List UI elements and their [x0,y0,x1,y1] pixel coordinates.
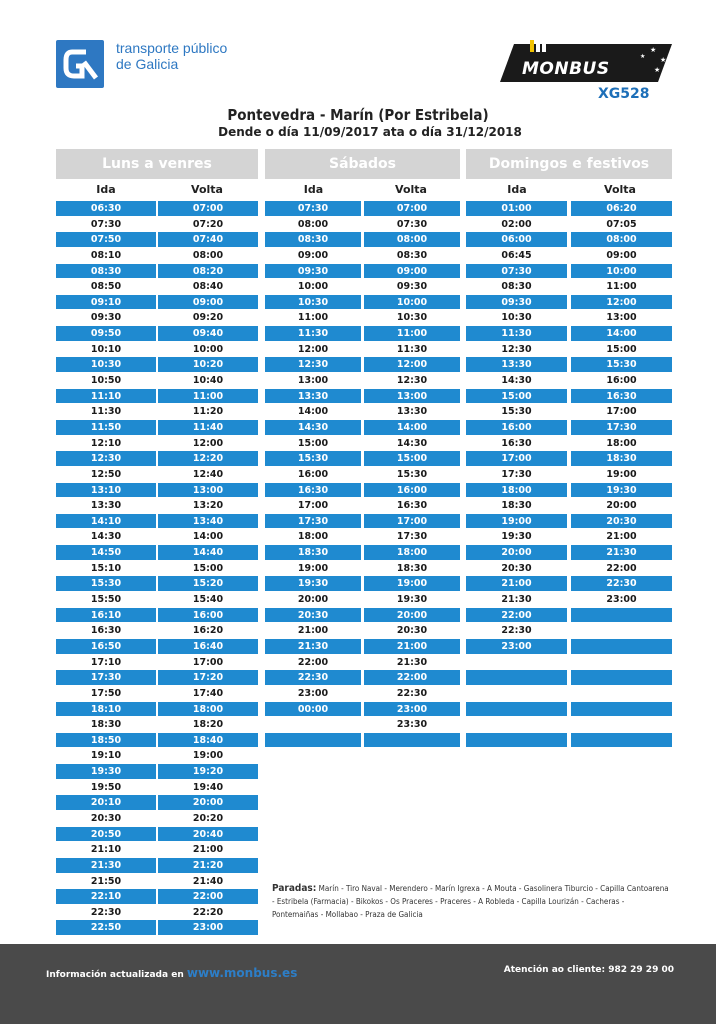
time-cell: 07:40 [158,232,258,248]
time-cell: 08:20 [158,264,258,280]
time-cell: 20:00 [364,608,460,624]
time-cell: 10:10 [56,342,156,358]
time-cell: 20:30 [466,561,567,577]
time-cell [466,670,567,686]
time-cell: 15:30 [364,467,460,483]
time-cell: 12:00 [158,436,258,452]
time-cell: 16:50 [56,639,156,655]
time-cell: 22:00 [158,889,258,905]
time-cell: 12:30 [265,357,361,373]
time-cell: 15:00 [158,561,258,577]
time-cell: 17:30 [364,529,460,545]
time-cell: 18:40 [158,733,258,749]
time-cell: 17:00 [571,404,672,420]
time-cell: 21:00 [158,842,258,858]
time-cell: 07:00 [158,201,258,217]
xunta-transport-logo [56,40,276,90]
time-cell: 15:50 [56,592,156,608]
time-cell: 01:00 [466,201,567,217]
time-cell: 10:30 [265,295,361,311]
time-cell [466,702,567,718]
time-cell: 07:50 [56,232,156,248]
time-cell [571,655,672,671]
time-cell: 19:20 [158,764,258,780]
time-cell: 09:00 [265,248,361,264]
info-label: Información actualizada en [46,970,184,980]
ida-header: Ida [96,183,116,196]
validity-period: Dende o día 11/09/2017 ata o día 31/12/2018 [218,125,522,139]
time-cell: 07:30 [364,217,460,233]
time-cell [466,655,567,671]
time-cell: 06:45 [466,248,567,264]
time-cell: 12:30 [364,373,460,389]
time-cell: 17:00 [158,655,258,671]
time-cell: 21:10 [56,842,156,858]
time-cell: 19:40 [158,780,258,796]
time-cell: 12:00 [571,295,672,311]
time-cell: 07:20 [158,217,258,233]
time-cell: 20:00 [265,592,361,608]
time-cell: 23:30 [364,717,460,733]
time-cell: 12:30 [466,342,567,358]
svg-text:★: ★ [650,46,657,54]
time-cell: 22:30 [364,686,460,702]
time-cell: 09:30 [56,310,156,326]
time-cell: 16:30 [571,389,672,405]
time-cell [571,670,672,686]
time-cell: 12:00 [265,342,361,358]
time-cell: 18:10 [56,702,156,718]
time-cell: 19:10 [56,748,156,764]
time-cell: 22:10 [56,889,156,905]
time-cell: 23:00 [158,920,258,936]
time-cell: 19:30 [265,576,361,592]
time-cell: 23:00 [571,592,672,608]
time-cell: 18:00 [571,436,672,452]
time-cell: 18:30 [466,498,567,514]
time-cell: 15:30 [265,451,361,467]
volta-column [571,201,672,748]
time-cell: 08:30 [364,248,460,264]
time-cell: 09:00 [364,264,460,280]
time-cell: 10:00 [571,264,672,280]
time-cell: 07:00 [364,201,460,217]
time-cell: 14:50 [56,545,156,561]
time-cell: 22:30 [265,670,361,686]
time-cell: 21:30 [56,858,156,874]
schedule-header: Luns a venres [56,149,258,179]
time-cell: 09:50 [56,326,156,342]
time-cell: 10:50 [56,373,156,389]
time-cell: 06:30 [56,201,156,217]
time-cell: 14:30 [466,373,567,389]
time-cell: 02:00 [466,217,567,233]
time-cell: 16:00 [265,467,361,483]
time-cell: 17:30 [56,670,156,686]
time-cell: 16:30 [466,436,567,452]
time-cell: 18:30 [56,717,156,733]
time-cell: 19:00 [466,514,567,530]
time-cell: 11:30 [56,404,156,420]
time-cell: 21:20 [158,858,258,874]
time-cell: 14:00 [158,529,258,545]
time-cell: 10:00 [158,342,258,358]
stops-text: Marín - Tiro Naval - Merendero - Marín Igrexa - A Mouta - Gasolinera Tiburcio - Capilla Cantoarena - Estribela (Farmacia) - Bikokos - Os Praceres - Praceres - A Robleda - Capilla Lourizán - Cacheras - Pontemaiñas - Mollabao - Praza de Galicia [272,884,669,919]
time-cell: 22:30 [466,623,567,639]
time-cell: 21:00 [265,623,361,639]
time-cell: 11:30 [364,342,460,358]
time-cell: 21:00 [571,529,672,545]
time-cell: 11:10 [56,389,156,405]
time-cell: 11:00 [571,279,672,295]
time-cell: 16:30 [265,483,361,499]
time-cell: 15:30 [571,357,672,373]
stops-list [272,882,672,921]
time-cell: 15:10 [56,561,156,577]
time-cell: 09:30 [466,295,567,311]
schedule-sundays-holidays [466,149,672,748]
time-cell: 17:20 [158,670,258,686]
time-cell [466,733,567,749]
time-cell [571,733,672,749]
time-cell: 22:30 [56,905,156,921]
time-cell: 08:00 [265,217,361,233]
time-cell: 12:10 [56,436,156,452]
time-cell: 19:50 [56,780,156,796]
time-cell: 20:20 [158,811,258,827]
time-cell: 13:20 [158,498,258,514]
customer-service: Atención ao cliente: 982 29 29 00 [503,965,674,975]
time-cell: 23:00 [265,686,361,702]
website-link[interactable]: www.monbus.es [186,966,298,980]
time-cell: 23:00 [364,702,460,718]
time-cell: 07:30 [56,217,156,233]
time-cell: 08:00 [571,232,672,248]
time-cell: 13:30 [364,404,460,420]
time-cell: 17:10 [56,655,156,671]
time-cell: 06:20 [571,201,672,217]
monbus-logo-text: MONBUS [522,59,610,79]
time-cell: 17:50 [56,686,156,702]
time-cell [571,686,672,702]
schedule-header: Domingos e festivos [466,149,672,179]
time-cell: 19:00 [364,576,460,592]
time-cell: 22:00 [571,561,672,577]
time-cell: 18:30 [571,451,672,467]
time-cell: 13:00 [158,483,258,499]
time-cell: 09:00 [158,295,258,311]
time-cell: 23:00 [466,639,567,655]
schedule-header: Sábados [265,149,460,179]
time-cell: 15:30 [56,576,156,592]
time-cell: 06:00 [466,232,567,248]
time-cell [571,623,672,639]
page-title: Pontevedra - Marín (Por Estribela) [227,106,489,124]
svg-text:★: ★ [654,66,661,74]
time-cell: 08:30 [466,279,567,295]
time-cell: 19:30 [364,592,460,608]
time-cell: 22:50 [56,920,156,936]
time-cell: 22:00 [265,655,361,671]
time-cell: 21:50 [56,874,156,890]
time-cell: 21:30 [571,545,672,561]
time-cell: 12:20 [158,451,258,467]
time-cell: 20:30 [571,514,672,530]
time-cell: 17:30 [265,514,361,530]
time-cell: 11:00 [265,310,361,326]
time-cell: 20:30 [364,623,460,639]
time-cell: 08:50 [56,279,156,295]
time-cell: 21:00 [364,639,460,655]
time-cell: 13:00 [265,373,361,389]
time-cell [265,733,361,749]
time-cell: 13:30 [56,498,156,514]
footer [0,944,716,1024]
time-cell: 21:00 [466,576,567,592]
time-cell: 21:30 [364,655,460,671]
time-cell [265,717,361,733]
time-cell: 11:40 [158,420,258,436]
time-cell: 14:00 [571,326,672,342]
time-cell: 17:40 [158,686,258,702]
volta-header: Volta [191,183,223,196]
stops-label: Paradas: [272,883,317,894]
time-cell: 20:30 [56,811,156,827]
time-cell: 16:30 [364,498,460,514]
ida-header: Ida [507,183,527,196]
time-cell: 14:00 [265,404,361,420]
time-cell: 14:10 [56,514,156,530]
time-cell: 12:50 [56,467,156,483]
time-cell: 15:20 [158,576,258,592]
time-cell: 11:20 [158,404,258,420]
time-cell: 11:00 [364,326,460,342]
time-cell: 15:00 [364,451,460,467]
time-cell: 18:30 [364,561,460,577]
time-cell: 09:30 [265,264,361,280]
time-cell: 18:00 [364,545,460,561]
time-cell: 20:10 [56,795,156,811]
volta-column [158,201,258,936]
time-cell: 08:40 [158,279,258,295]
time-cell: 19:30 [466,529,567,545]
time-cell: 18:00 [466,483,567,499]
time-cell: 18:20 [158,717,258,733]
time-cell: 20:50 [56,827,156,843]
time-cell: 13:00 [364,389,460,405]
time-cell: 14:30 [56,529,156,545]
time-cell: 20:40 [158,827,258,843]
time-cell: 14:30 [364,436,460,452]
time-cell: 11:30 [265,326,361,342]
time-cell: 16:20 [158,623,258,639]
time-cell: 07:05 [571,217,672,233]
time-cell: 18:30 [265,545,361,561]
time-cell: 07:30 [466,264,567,280]
time-cell: 16:40 [158,639,258,655]
time-cell: 20:00 [571,498,672,514]
time-cell: 09:10 [56,295,156,311]
time-cell: 10:30 [466,310,567,326]
time-cell: 15:00 [265,436,361,452]
time-cell: 16:00 [364,483,460,499]
time-cell: 12:30 [56,451,156,467]
footer-info [46,966,297,980]
time-cell: 12:40 [158,467,258,483]
volta-header: Volta [395,183,427,196]
time-cell: 16:00 [466,420,567,436]
time-cell: 08:10 [56,248,156,264]
time-cell: 14:00 [364,420,460,436]
time-cell [571,639,672,655]
time-cell: 13:10 [56,483,156,499]
ida-column [466,201,567,748]
time-cell: 16:00 [158,608,258,624]
time-cell: 09:40 [158,326,258,342]
time-cell: 08:30 [265,232,361,248]
svg-text:★: ★ [660,56,667,64]
time-cell [571,702,672,718]
time-cell: 10:00 [364,295,460,311]
time-cell: 15:00 [571,342,672,358]
time-cell: 17:30 [466,467,567,483]
time-cell: 21:30 [466,592,567,608]
time-cell: 00:00 [265,702,361,718]
ida-header: Ida [303,183,324,196]
ida-column [265,201,361,748]
time-cell: 13:00 [571,310,672,326]
route-code: XG528 [598,86,650,102]
time-cell: 17:30 [571,420,672,436]
volta-header: Volta [604,183,636,196]
time-cell: 14:30 [265,420,361,436]
time-cell: 09:00 [571,248,672,264]
time-cell: 08:00 [364,232,460,248]
time-cell [364,733,460,749]
time-cell: 13:40 [158,514,258,530]
time-cell: 10:30 [364,310,460,326]
time-cell: 22:20 [158,905,258,921]
time-cell: 11:00 [158,389,258,405]
time-cell: 14:40 [158,545,258,561]
time-cell: 19:30 [56,764,156,780]
schedule-weekdays [56,149,258,936]
time-cell: 10:00 [265,279,361,295]
time-cell: 22:00 [364,670,460,686]
time-cell: 10:40 [158,373,258,389]
time-cell: 22:30 [571,576,672,592]
time-cell: 09:30 [364,279,460,295]
galicia-g-logo-icon [56,40,104,88]
time-cell: 19:00 [571,467,672,483]
time-cell: 16:00 [571,373,672,389]
time-cell: 12:00 [364,357,460,373]
time-cell: 11:30 [466,326,567,342]
time-cell: 22:00 [466,608,567,624]
time-cell: 18:00 [158,702,258,718]
time-cell: 10:20 [158,357,258,373]
time-cell: 16:10 [56,608,156,624]
time-cell: 16:30 [56,623,156,639]
time-cell: 15:30 [466,404,567,420]
ida-column [56,201,156,936]
time-cell: 11:50 [56,420,156,436]
time-cell: 08:00 [158,248,258,264]
time-cell: 10:30 [56,357,156,373]
time-cell [571,608,672,624]
time-cell: 21:40 [158,874,258,890]
time-cell: 13:30 [466,357,567,373]
time-cell: 17:00 [364,514,460,530]
time-cell: 07:30 [265,201,361,217]
time-cell: 20:30 [265,608,361,624]
time-cell: 17:00 [466,451,567,467]
time-cell: 19:30 [571,483,672,499]
time-cell: 13:30 [265,389,361,405]
time-cell: 15:40 [158,592,258,608]
xunta-logo-line-1: transporte público [116,40,228,56]
volta-column [364,201,460,748]
time-cell: 18:00 [265,529,361,545]
svg-text:★: ★ [640,53,646,60]
time-cell: 09:20 [158,310,258,326]
time-cell: 20:00 [466,545,567,561]
time-cell: 08:30 [56,264,156,280]
time-cell: 19:00 [158,748,258,764]
time-cell: 20:00 [158,795,258,811]
time-cell [466,717,567,733]
time-cell: 21:30 [265,639,361,655]
time-cell: 17:00 [265,498,361,514]
xunta-logo-line-2: de Galicia [116,56,179,72]
time-cell: 19:00 [265,561,361,577]
schedule-saturdays [265,149,460,748]
time-cell: 15:00 [466,389,567,405]
time-cell [466,686,567,702]
time-cell: 18:50 [56,733,156,749]
time-cell [571,717,672,733]
